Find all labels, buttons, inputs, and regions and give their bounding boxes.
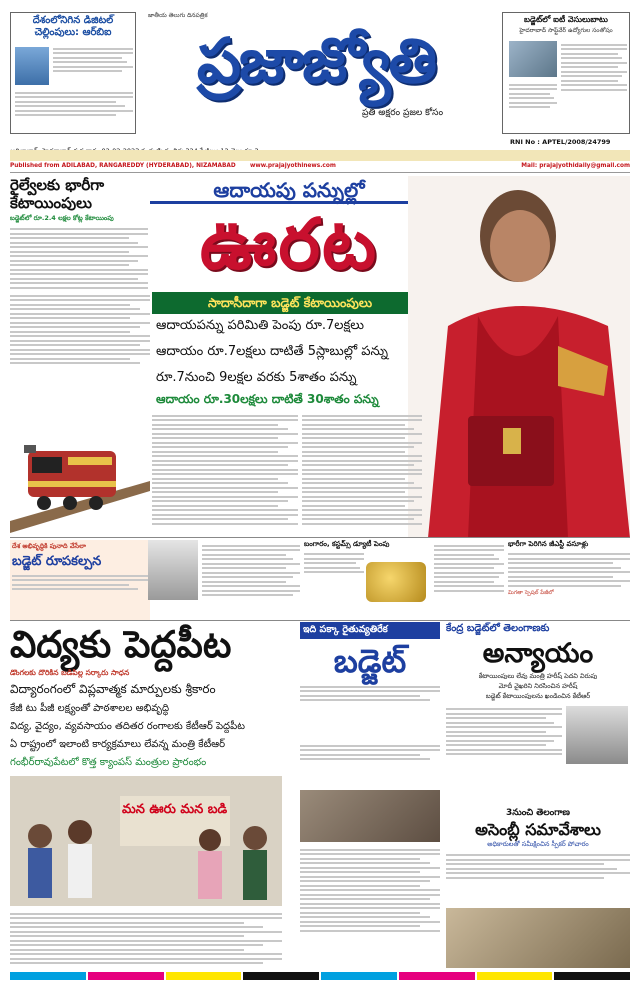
info-line <box>10 138 502 148</box>
published-from: Published from ADILABAD, RANGAREDDY (HYDERABAD), NIZAMABAD <box>10 163 236 169</box>
ear-right-subtitle: హైదరాబాద్ సాఫ్ట్‌వేర్ ఉద్యోగుల సంతోషం <box>519 27 613 34</box>
lead-bullets-right <box>302 412 422 527</box>
farmer-headline: బడ్జెట్ <box>333 642 407 680</box>
gst-title: భారీగా పెరిగిన జీఎస్టీ వసూళ్లు <box>508 540 589 548</box>
ear-left[interactable] <box>10 12 136 134</box>
ear-left-body-2 <box>15 89 133 119</box>
panchang-strip <box>10 150 630 161</box>
education-event-scene <box>10 776 282 906</box>
gold-body <box>304 553 364 573</box>
print-color-bar <box>10 972 630 980</box>
education-deck-5: గంభీర్‌రావుపేటలో కొత్త క్యాంపస్ మంత్రుల ప్రారంభం <box>10 757 207 768</box>
masthead-logo: ప్రజాజ్యోతి <box>196 24 436 97</box>
farmer-body-2 <box>300 742 440 763</box>
education-deck-2: కేజీ టు పీజీ లక్ష్యంతో పాఠశాలల అభివృద్ధి <box>10 703 170 714</box>
assembly-deck: అధికారులతో సమీక్షించిన స్పీకర్ పోచారం <box>487 840 589 848</box>
gst-cta[interactable]: మిగతా స్పెషల్ పేజీలో <box>508 590 554 596</box>
gold-image <box>366 562 426 602</box>
modi-body-2 <box>202 542 300 599</box>
lead-bullets-left <box>152 412 298 527</box>
harish-photo <box>566 706 628 764</box>
railway-headline: రైల్వేలకు భారీగా కేటాయింపులు <box>10 176 105 212</box>
ear-right[interactable] <box>502 12 630 134</box>
ear-left-photo <box>15 47 49 85</box>
farmer-story[interactable] <box>300 622 440 742</box>
center-brief <box>434 542 504 594</box>
website-link[interactable]: www.prajajyothinews.com <box>250 163 336 169</box>
ear-right-photo <box>509 41 557 77</box>
masthead-tagline: జాతీయ తెలుగు దినపత్రిక <box>148 12 208 19</box>
ear-right-title: బడ్జెట్‌లో ఐటీ వెసులుబాటు <box>524 15 608 24</box>
assembly-headline: అసెంబ్లీ సమావేశాలు <box>475 820 601 839</box>
education-kicker: డొంగలకు దొరికిన బడిపిల్ల సర్కారు సాధన <box>10 668 130 677</box>
education-deck-1: విద్యారంగంలో విప్లవాత్మక మార్పులకు శ్రీకారం <box>10 682 216 696</box>
lead-deck-3: రూ.7నుంచి 9లక్షల వరకు 5శాతం పన్ను <box>156 370 357 385</box>
education-photo <box>10 776 282 906</box>
education-banner: మన ఊరు మన బడి <box>122 802 228 817</box>
education-body <box>10 910 282 967</box>
farmer-body <box>300 686 440 702</box>
masthead-slogan: ప్రతి అక్షరం ప్రజల కోసం <box>362 108 444 118</box>
ear-right-body <box>561 41 627 93</box>
gold-title: బంగారం, కస్టమ్స్ డ్యూటీ పెంపు <box>304 540 390 548</box>
lead-deck-2: ఆదాయం రూ.7లక్షలు దాటితే 5స్లాబుల్లో పన్ను <box>156 344 389 359</box>
modi-photo <box>148 540 198 600</box>
injustice-headline: అన్యాయం <box>482 638 594 669</box>
lead-headline: ఊరట <box>199 203 379 285</box>
finance-minister-figure <box>408 176 630 538</box>
modi-body <box>10 575 150 591</box>
injustice-kicker: కేంద్ర బడ్జెట్‌లో తెలంగాణకు <box>446 623 550 634</box>
farmer-kicker: ఇది పక్కా రైతువ్యతిరేక <box>300 622 440 639</box>
injustice-deck-1: కేటాయింపులు లేవు మంత్రి హరీష్ పెదవి విరుపు <box>478 672 598 680</box>
farmer-body-3 <box>300 846 440 934</box>
education-deck-3: విద్య, వైద్యం, వ్యవసాయం తదితర రంగాలకు కేటీఆర్ పెద్దపీట <box>10 721 245 732</box>
modi-kicker: దేశ అభివృద్ధికి పునాది వేసేలా <box>12 542 86 550</box>
gst-body <box>508 553 630 587</box>
injustice-deck-3: బడ్జెట్ కేటాయింపులను ఖండించిన కేటీఆర్ <box>485 692 591 700</box>
train-illustration <box>10 421 150 533</box>
finance-minister-photo <box>408 176 630 538</box>
assembly-story[interactable] <box>446 808 630 978</box>
injustice-story[interactable] <box>446 622 630 807</box>
injustice-deck-2: మోదీ వైఖరిని నిరసించిన హరీష్ <box>498 682 578 690</box>
modi-title: బడ్జెట్ రూపకల్పన <box>12 554 102 569</box>
gst-story[interactable] <box>508 540 630 620</box>
farmer-photo <box>300 790 440 842</box>
lead-deck-1: ఆదాయపన్ను పరిమితి పెంపు రూ.7లక్షలు <box>156 318 364 333</box>
railway-story[interactable] <box>10 176 150 536</box>
assembly-body <box>446 854 630 879</box>
education-headline: విద్యకు పెద్దపీట <box>10 623 232 666</box>
railway-body <box>10 295 150 365</box>
mail-address[interactable]: Mail: prajajyothidaily@gmail.com <box>521 163 630 169</box>
assembly-photo <box>446 908 630 968</box>
lead-deck-4: ఆదాయం రూ.30లక్షలు దాటితే 30శాతం పన్ను <box>156 392 379 406</box>
lead-kicker: ఆదాయపు పన్నుల్లో <box>150 176 428 204</box>
assembly-kicker: 3నుంచి తెలంగాణ <box>506 808 570 818</box>
railway-bullets <box>10 228 148 289</box>
gold-story[interactable] <box>304 540 430 618</box>
ear-right-body-2 <box>509 81 557 111</box>
rni-number: RNI No : APTEL/2008/24799 <box>510 138 611 146</box>
education-deck-4: ఏ రాష్ట్రంలో ఇలాంటి కార్యక్రమాలు లేవన్న మంత్రి కేటీఆర్ <box>10 739 226 750</box>
ear-left-body <box>53 45 133 75</box>
ear-left-title: దేశంలోనిగిన డిజిటల్ చెల్లింపులు: ఆర్‌బిఐ <box>32 15 114 38</box>
railway-subtitle: బడ్జెట్‌లో రూ.2.4 లక్షల కోట్ల కేటాయింపు <box>10 214 114 222</box>
lead-strap: సాదాసీదాగా బడ్జెట్ కేటాయింపులు <box>152 292 428 314</box>
published-line <box>10 163 630 173</box>
modi-story[interactable] <box>10 540 150 620</box>
injustice-body <box>446 708 562 755</box>
